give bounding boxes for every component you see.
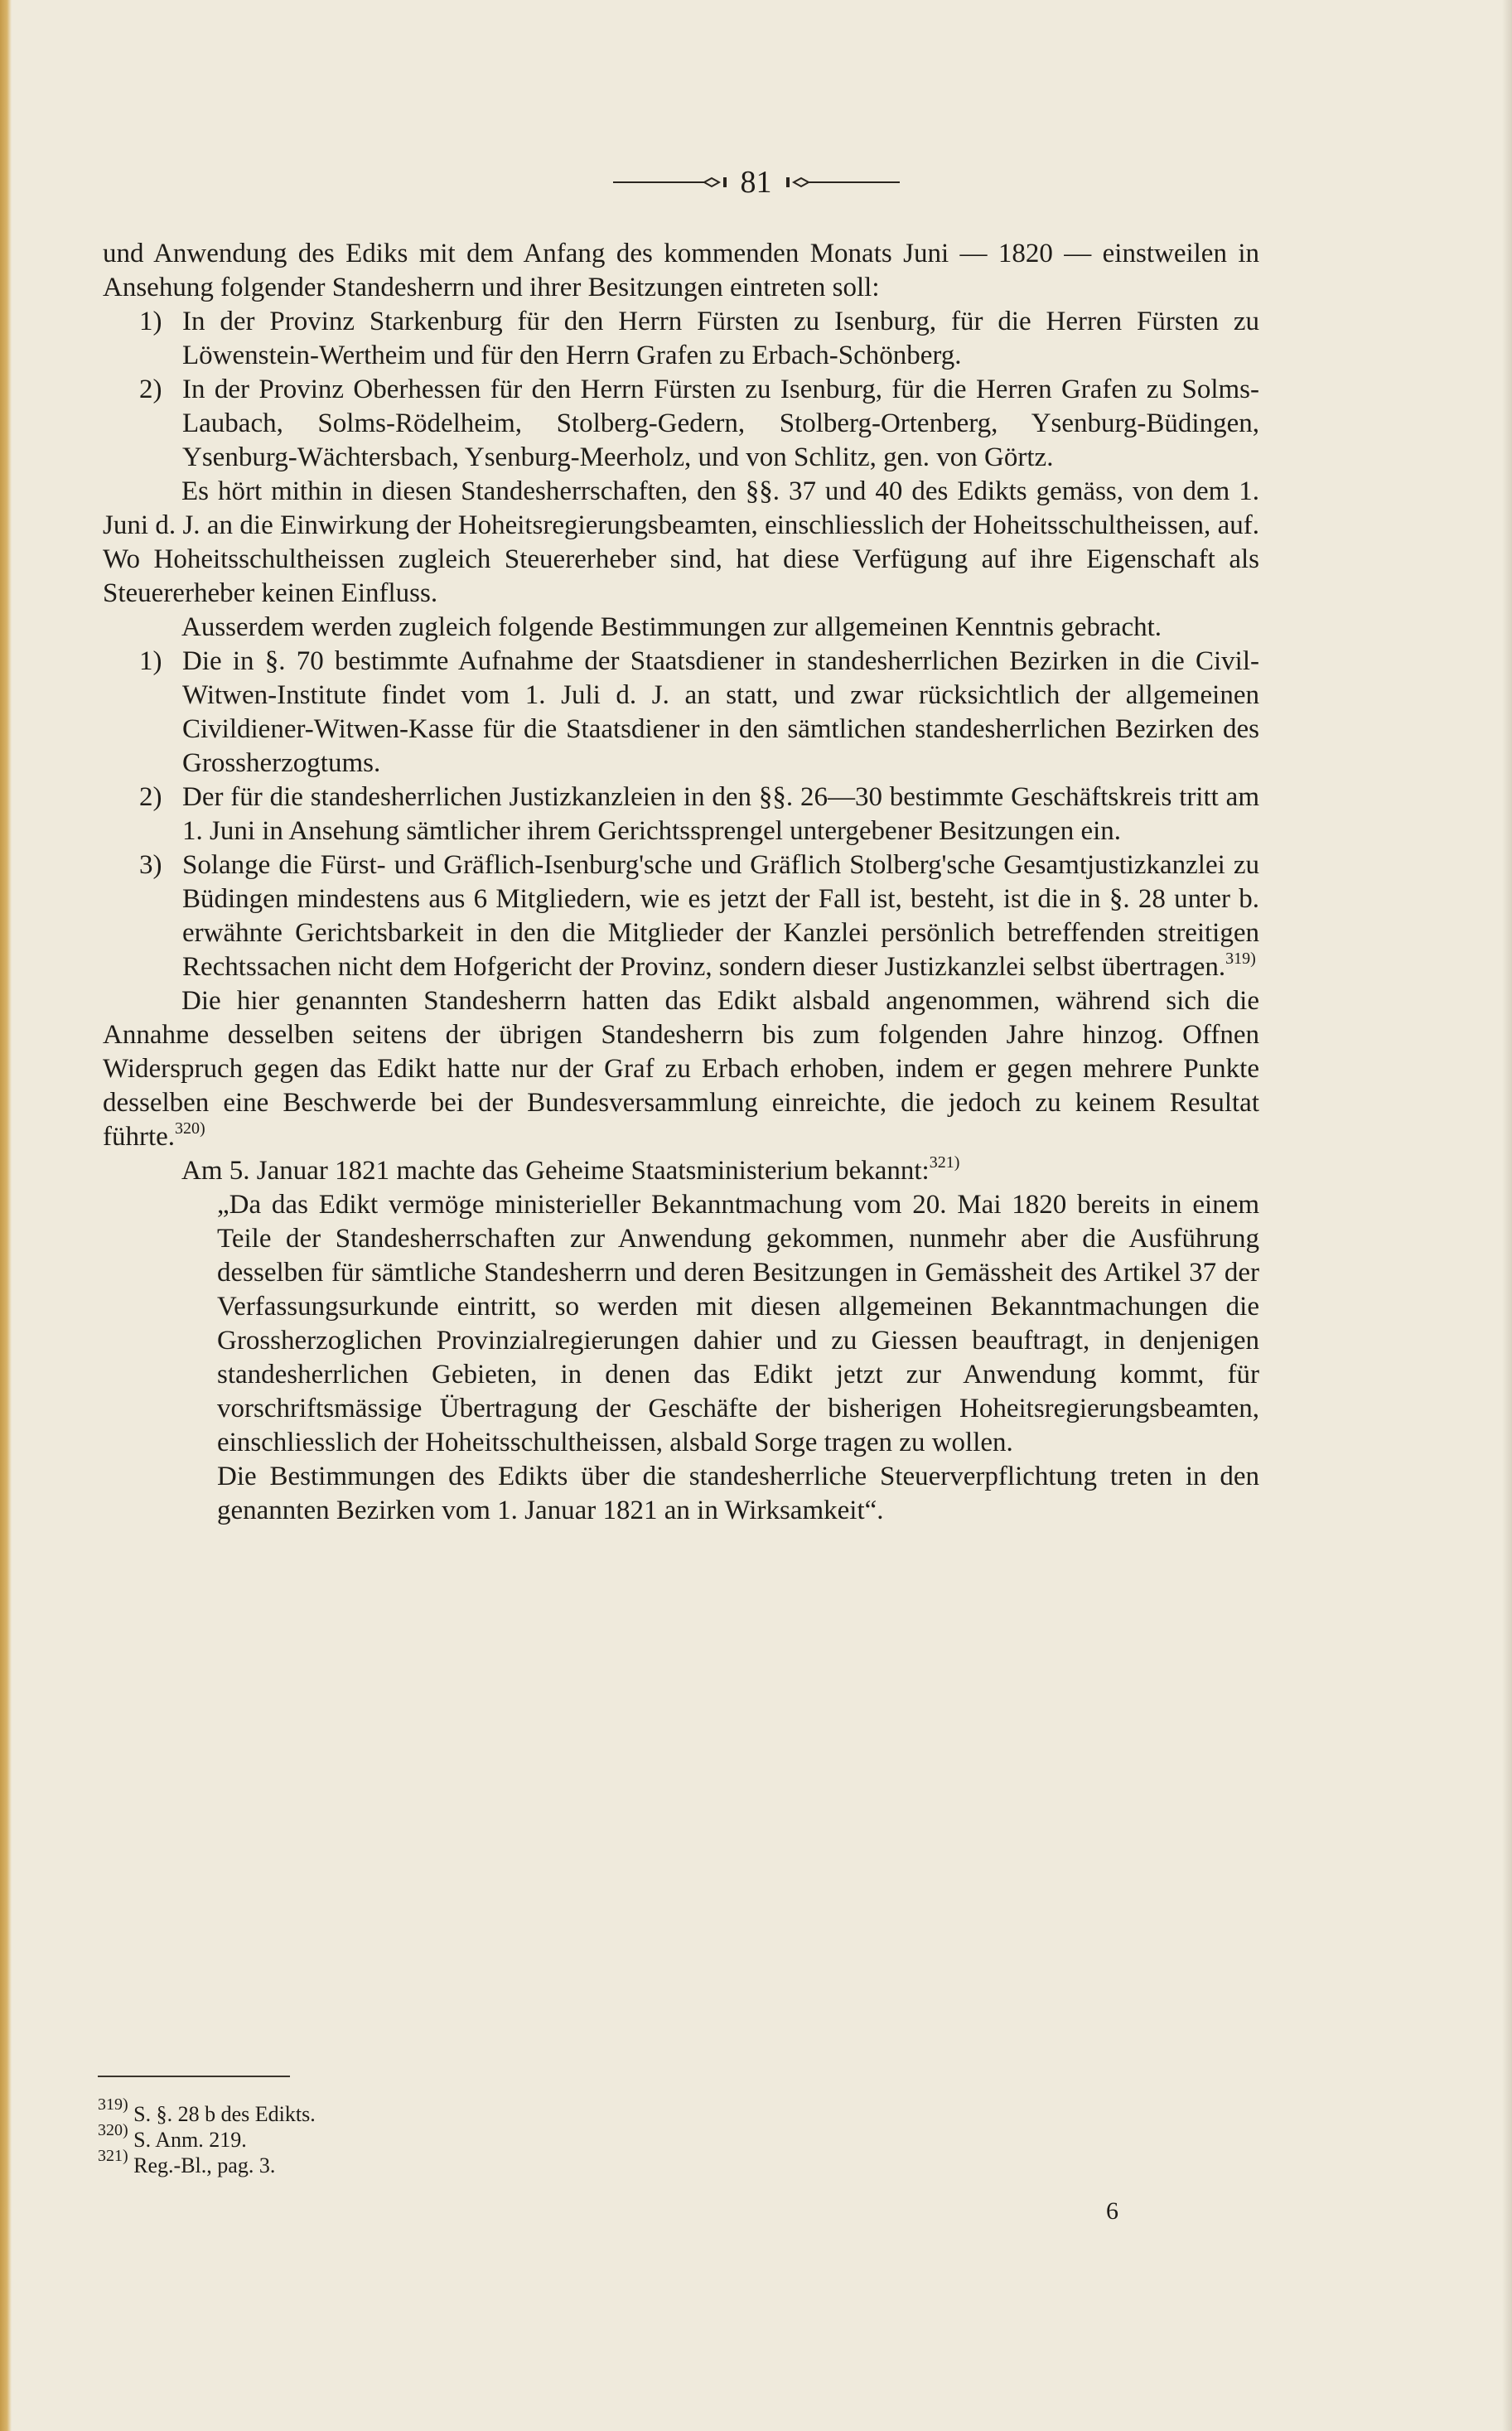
list-item bbox=[139, 848, 1259, 984]
quote-paragraph: Die Bestimmungen des Edikts über die standesherrliche Steuerverpflichtung treten in den genannten Bezirken vom 1. Januar 1821 an in Wirksamkeit“. bbox=[217, 1462, 1259, 1525]
list-number: 1) bbox=[139, 646, 162, 676]
footnote-number: 320) bbox=[98, 2121, 128, 2139]
page-edge-binding bbox=[0, 0, 12, 2431]
paragraph-body: Die hier genannten Standesherrn hatten das Edikt alsbald angenommen, während sich die Annahme desselben seitens der übrigen Standesherrn bis zum folgenden Jahre hinzog. Offnen Widerspruch gegen das Edikt hatte nur der Graf zu Erbach erhoben, indem er gegen mehrere Punkte desselben eine Beschwerde bei der Bundesversammlung einreichte, die jedoch zu keinem Resultat führte. bbox=[103, 986, 1259, 1152]
block-quote bbox=[217, 1188, 1259, 1528]
footnote-ref: 319) bbox=[1225, 950, 1256, 968]
list-number: 2) bbox=[139, 375, 162, 404]
paragraph-intro: und Anwendung des Ediks mit dem Anfang des kommenden Monats Juni — 1820 — einstweilen in Ansehung folgender Standesherrn und ihrer Besitzungen eintreten soll: bbox=[103, 239, 1259, 302]
paragraph bbox=[103, 1154, 1259, 1188]
list-number: 3) bbox=[139, 850, 162, 880]
list-text bbox=[182, 848, 1259, 984]
footnote-text: S. Anm. 219. bbox=[133, 2128, 247, 2152]
list-text: In der Provinz Oberhessen für den Herrn Fürsten zu Isenburg, für die Herren Grafen zu Solms-Laubach, Solms-Rödelheim, Stolberg-Gedern, Stolberg-Ortenberg, Ysenburg-Büdingen, Ysenburg-Wächtersbach, Ysenburg-Meerholz, und von Schlitz, gen. von Görtz. bbox=[182, 375, 1259, 472]
footnotes bbox=[98, 2095, 843, 2178]
page-edge-right bbox=[1502, 0, 1512, 2431]
list-number: 1) bbox=[139, 307, 162, 336]
right-ornament-icon bbox=[784, 174, 900, 191]
list-item bbox=[139, 781, 1259, 848]
list-text: Die in §. 70 bestimmte Aufnahme der Staatsdiener in standesherrlichen Bezirken in die Civil-Witwen-Institute findet vom 1. Juli d. J. an statt, und zwar rücksichtlich der allgemeinen Civildiener-Witwen-Kasse für die Staatsdiener in den sämtlichen standesherrlichen Bezirken des Grossherzogtums. bbox=[182, 646, 1259, 778]
footnote bbox=[98, 2147, 843, 2178]
list-item bbox=[139, 645, 1259, 781]
list-item bbox=[139, 305, 1259, 373]
left-ornament-icon bbox=[613, 174, 729, 191]
paragraph: Es hört mithin in diesen Standesherrschaften, den §§. 37 und 40 des Edikts gemäss, von dem 1. Juni d. J. an die Einwirkung der Hoheitsregierungsbeamten, einschliesslich der Hoheitsschultheissen, auf. Wo Hoheitsschultheissen zugleich Steuererheber sind, hat diese Verfügung auf ihre Eigenschaft als Steuererheber keinen Einfluss. bbox=[103, 476, 1259, 608]
main-text bbox=[103, 237, 1259, 1528]
paragraph: Ausserdem werden zugleich folgende Bestimmungen zur allgemeinen Kenntnis gebracht. bbox=[181, 612, 1162, 642]
paragraph-body: Am 5. Januar 1821 machte das Geheime Staatsministerium bekannt: bbox=[181, 1156, 930, 1186]
signature-mark: 6 bbox=[1106, 2197, 1118, 2225]
quote-paragraph: „Da das Edikt vermöge ministerieller Bekanntmachung vom 20. Mai 1820 bereits in einem Teile der Standesherrschaften zur Anwendung gekommen, nunmehr aber die Ausführung desselben für sämtliche Standesherrn und deren Besitzungen in Gemässheit des Artikel 37 der Verfassungsurkunde eintritt, so werden mit diesen allgemeinen Bekanntmachungen die Grossherzoglichen Provinzialregierungen dahier und zu Giessen beauftragt, in denjenigen standesherrlichen Gebieten, in denen das Edikt jetzt zur Anwendung kommt, für vorschriftsmässige Übertragung der Geschäfte der bisherigen Hoheitsregierungsbeamten, einschliesslich der Hoheitsschultheissen, alsbald Sorge tragen zu wollen. bbox=[217, 1190, 1259, 1457]
footnote-divider bbox=[98, 2076, 290, 2077]
footnote bbox=[98, 2095, 843, 2127]
footnote-ref: 320) bbox=[175, 1119, 205, 1138]
footnote-number: 321) bbox=[98, 2147, 128, 2165]
list-text: In der Provinz Starkenburg für den Herrn Fürsten zu Isenburg, für die Herren Fürsten zu Löwenstein-Wertheim und für den Herrn Grafen zu Erbach-Schönberg. bbox=[182, 307, 1259, 370]
footnote-text: Reg.-Bl., pag. 3. bbox=[133, 2153, 276, 2177]
list-text-body: Solange die Fürst- und Gräflich-Isenburg'sche und Gräflich Stolberg'sche Gesamtjustizkanzlei zu Büdingen mindestens aus 6 Mitgliedern, wie es jetzt der Fall ist, besteht, ist die in §. 28 unter b. erwähnte Gerichtsbarkeit in den die Mitglieder der Kanzlei persönlich betreffenden streitigen Rechtssachen nicht dem Hofgericht der Provinz, sondern dieser Justizkanzlei selbst übertragen. bbox=[182, 850, 1259, 982]
paragraph bbox=[103, 984, 1259, 1154]
footnote-text: S. §. 28 b des Edikts. bbox=[133, 2102, 316, 2126]
page-header bbox=[0, 162, 1512, 203]
footnote bbox=[98, 2121, 843, 2153]
page-number: 81 bbox=[740, 165, 772, 200]
list-number: 2) bbox=[139, 782, 162, 812]
list-item bbox=[139, 373, 1259, 475]
list-text: Der für die standesherrlichen Justizkanzleien in den §§. 26—30 bestimmte Geschäftskreis tritt am 1. Juni in Ansehung sämtlicher ihrem Gerichtssprengel untergebener Besitzungen ein. bbox=[182, 782, 1259, 846]
footnote-ref: 321) bbox=[929, 1153, 960, 1172]
footnote-number: 319) bbox=[98, 2095, 128, 2114]
